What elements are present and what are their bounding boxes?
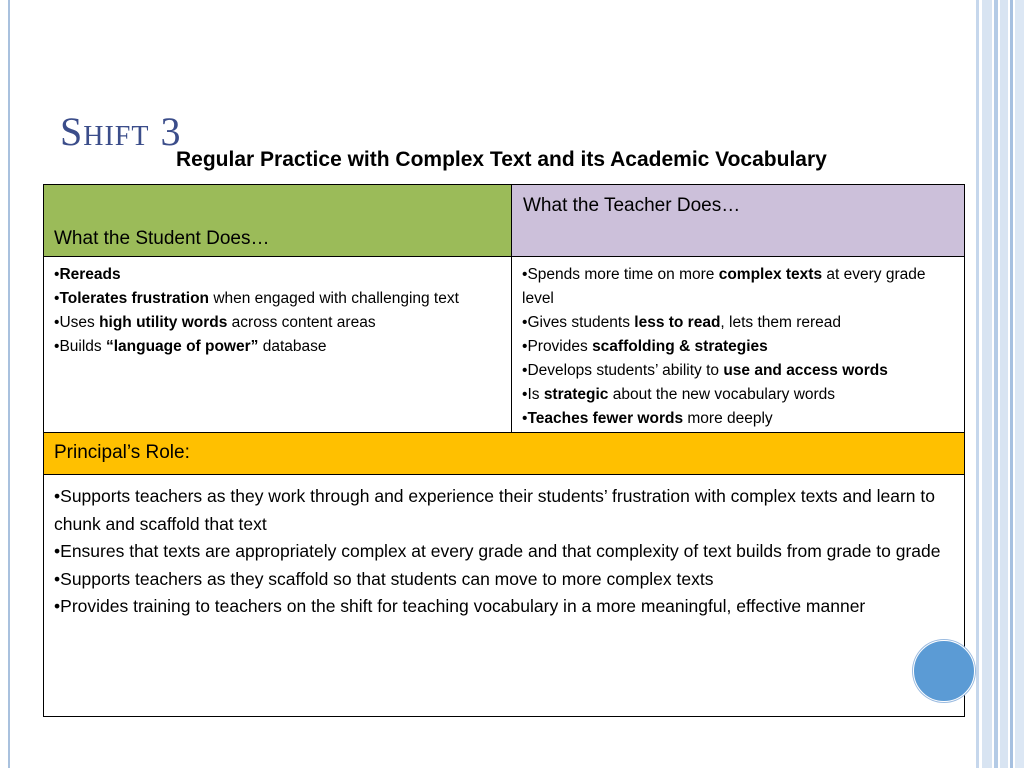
teacher-action-item xyxy=(522,383,956,407)
item-text: Uses xyxy=(59,314,100,331)
principal-role-text: Provides training to teachers on the shift for teaching vocabulary in a more meaningful, effective manner xyxy=(60,596,866,616)
principal-role-item xyxy=(54,483,956,538)
student-actions-list xyxy=(44,257,512,432)
student-header-cell xyxy=(44,185,512,256)
principal-role-list xyxy=(44,475,964,716)
item-text: about the new vocabulary words xyxy=(608,386,836,403)
item-text: Spends more time on more xyxy=(527,266,719,283)
teacher-action-item xyxy=(522,359,956,383)
emphasis-text: use and access words xyxy=(723,362,888,379)
right-decorative-stripes xyxy=(976,0,1024,768)
principal-header: Principal’s Role: xyxy=(54,442,190,463)
bullet-icon: • xyxy=(54,596,61,616)
emphasis-text: Rereads xyxy=(59,266,121,283)
teacher-header-cell xyxy=(512,185,964,256)
student-action-item xyxy=(54,335,503,359)
emphasis-text: less to read xyxy=(634,314,721,331)
item-text: database xyxy=(258,338,327,355)
principal-role-item xyxy=(54,593,956,621)
item-text: Gives students xyxy=(527,314,635,331)
item-text: at every grade level xyxy=(522,266,926,307)
emphasis-text: scaffolding & strategies xyxy=(592,338,768,355)
item-text: more deeply xyxy=(683,410,773,427)
item-text: Develops students’ ability to xyxy=(527,362,724,379)
bullet-icon: • xyxy=(54,266,60,283)
item-text: Is xyxy=(527,386,544,403)
emphasis-text: strategic xyxy=(543,386,609,403)
emphasis-text: “language of power” xyxy=(105,338,259,355)
student-action-item xyxy=(54,263,503,287)
teacher-action-item xyxy=(522,407,956,431)
header-row xyxy=(44,185,964,257)
principal-header-row xyxy=(44,433,964,475)
teacher-action-item xyxy=(522,311,956,335)
bullet-icon: • xyxy=(54,486,61,506)
teacher-actions-list xyxy=(512,257,964,432)
teacher-action-item xyxy=(522,263,956,311)
bullet-icon: • xyxy=(522,338,528,355)
item-text: Builds xyxy=(59,338,106,355)
item-text: Provides xyxy=(527,338,593,355)
bullet-icon: • xyxy=(522,266,528,283)
student-action-item xyxy=(54,287,503,311)
item-text: when engaged with challenging text xyxy=(209,290,459,307)
item-text: , lets them reread xyxy=(720,314,842,331)
bullet-icon: • xyxy=(54,338,60,355)
bullet-icon: • xyxy=(522,386,528,403)
student-action-item xyxy=(54,311,503,335)
student-header: What the Student Does… xyxy=(54,228,270,249)
emphasis-text: Teaches fewer words xyxy=(527,410,684,427)
slide-title: Shift 3 xyxy=(60,109,182,154)
principal-role-text: Ensures that texts are appropriately complex at every grade and that complexity of text builds from grade to grade xyxy=(60,541,941,561)
shift-table xyxy=(43,184,965,717)
bullet-icon: • xyxy=(522,314,528,331)
actions-row xyxy=(44,257,964,433)
bullet-icon: • xyxy=(522,362,528,379)
teacher-header: What the Teacher Does… xyxy=(523,195,741,216)
bullet-icon: • xyxy=(54,290,60,307)
teacher-action-item xyxy=(522,335,956,359)
bullet-icon: • xyxy=(54,568,61,589)
emphasis-text: complex texts xyxy=(718,266,823,283)
emphasis-text: high utility words xyxy=(99,314,228,331)
item-text: across content areas xyxy=(227,314,376,331)
slide-subtitle: Regular Practice with Complex Text and its Academic Vocabulary xyxy=(176,148,827,171)
principal-role-item xyxy=(54,538,956,566)
principal-role-item xyxy=(54,566,956,594)
left-border-line xyxy=(8,0,10,768)
principal-role-text: Supports teachers as they work through and experience their students’ frustration with complex texts and learn to chunk and scaffold that text xyxy=(54,486,935,534)
bullet-icon: • xyxy=(522,410,528,427)
bullet-icon: • xyxy=(54,314,60,331)
decorative-circle xyxy=(913,640,975,702)
bullet-icon: • xyxy=(54,541,61,561)
principal-role-text: Supports teachers as they scaffold so that students can move to more complex texts xyxy=(60,568,714,589)
emphasis-text: Tolerates frustration xyxy=(59,290,210,307)
